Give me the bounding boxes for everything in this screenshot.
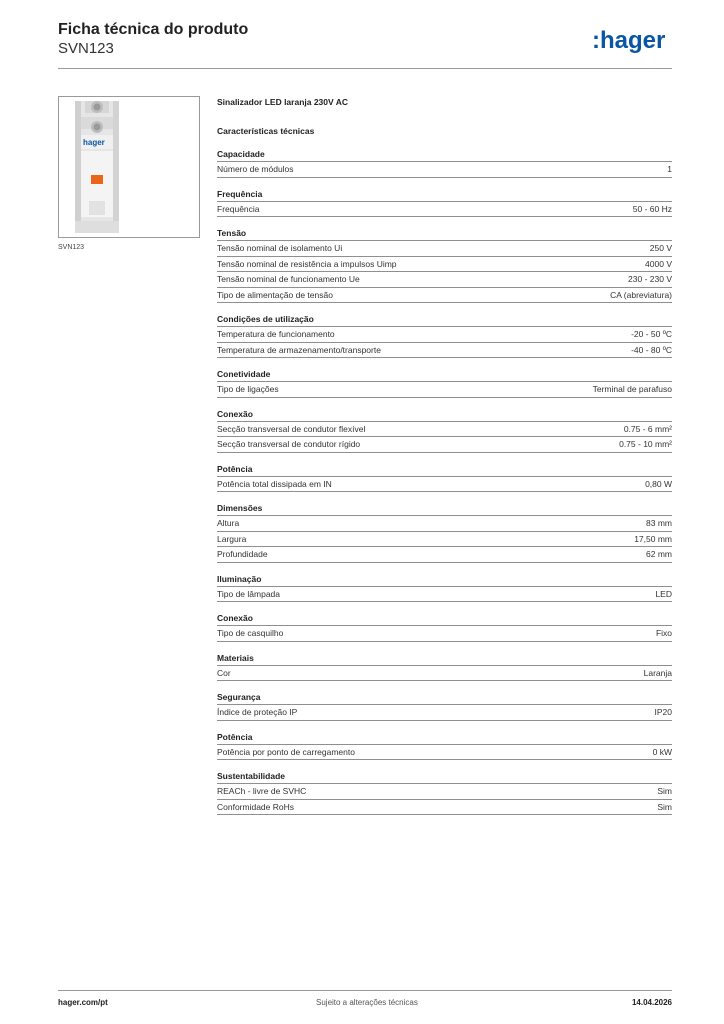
spec-value: 0.75 - 6 mm²: [623, 423, 672, 434]
footer-notice: Sujeito a alterações técnicas: [316, 998, 418, 1007]
spec-label: Largura: [217, 533, 247, 544]
spec-label: Frequência: [217, 203, 260, 214]
page-title: Ficha técnica do produto: [58, 21, 249, 38]
hager-logo: [592, 26, 674, 56]
spec-label: Tipo de alimentação de tensão: [217, 289, 333, 300]
spec-group-title: Conetividade: [217, 369, 271, 379]
spec-value: CA (abreviatura): [610, 289, 672, 300]
product-title: Sinalizador LED laranja 230V AC: [217, 97, 349, 107]
spec-rows: [217, 161, 672, 178]
spec-row: [217, 161, 672, 178]
spec-label: Número de módulos: [217, 164, 294, 175]
spec-group: [217, 731, 672, 761]
spec-group-title: Potência: [217, 463, 253, 474]
spec-value: -40 - 80 ºC: [631, 344, 672, 355]
spec-group: [217, 770, 672, 815]
footer-divider: [58, 990, 672, 991]
svg-text:hager: hager: [83, 138, 105, 147]
spec-group-title: Capacidade: [217, 149, 265, 159]
spec-value: 83 mm: [646, 518, 672, 529]
spec-label: Temperatura de armazenamento/transporte: [217, 344, 381, 355]
spec-value: 62 mm: [646, 549, 672, 560]
header-divider: [58, 68, 672, 69]
spec-row: [217, 271, 672, 287]
spec-value: 1: [667, 164, 672, 175]
spec-rows: [217, 201, 672, 218]
spec-group-title: Materiais: [217, 652, 254, 663]
spec-label: Secção transversal de condutor flexível: [217, 423, 366, 434]
spec-value: 0.75 - 10 mm²: [619, 439, 672, 450]
spec-label: Temperatura de funcionamento: [217, 329, 335, 340]
spec-content: [217, 92, 672, 815]
spec-label: Tipo de ligações: [217, 384, 279, 395]
image-caption: SVN123: [58, 244, 85, 251]
spec-group: [217, 313, 672, 358]
spec-group-title: Condições de utilização: [217, 314, 314, 324]
spec-rows: [217, 240, 672, 303]
footer-website[interactable]: hager.com/pt: [58, 998, 108, 1007]
product-image: [58, 96, 200, 238]
spec-label: Conformidade RoHs: [217, 801, 295, 812]
spec-rows: [217, 515, 672, 563]
spec-row: [217, 799, 672, 816]
spec-label: Potência total dissipada em IN: [217, 478, 332, 489]
spec-value: LED: [655, 588, 672, 599]
spec-row: [217, 665, 672, 682]
spec-row: [217, 240, 672, 256]
section-heading: Características técnicas: [217, 126, 315, 136]
spec-value: IP20: [654, 707, 672, 718]
spec-group: [217, 573, 672, 603]
spec-value: 230 - 230 V: [628, 274, 672, 285]
spec-value: 50 - 60 Hz: [632, 203, 672, 214]
spec-row: [217, 326, 672, 342]
spec-row: [217, 586, 672, 603]
spec-group-title: Tensão: [217, 228, 247, 238]
spec-row: [217, 256, 672, 272]
spec-value: Sim: [657, 801, 672, 812]
spec-rows: [217, 625, 672, 642]
spec-label: Cor: [217, 667, 231, 678]
spec-group-title: Potência: [217, 731, 253, 742]
spec-row: [217, 744, 672, 761]
spec-value: -20 - 50 ºC: [631, 329, 672, 340]
led-indicator: [91, 175, 103, 184]
spec-group-title: Frequência: [217, 188, 263, 199]
spec-row: [217, 546, 672, 563]
spec-group-title: Iluminação: [217, 573, 262, 584]
spec-group: [217, 612, 672, 642]
footer-date: 14.04.2026: [631, 998, 672, 1007]
spec-label: Tipo de casquilho: [217, 628, 284, 639]
spec-label: Potência por ponto de carregamento: [217, 746, 355, 757]
spec-label: Tipo de lâmpada: [217, 588, 281, 599]
spec-label: Índice de proteção IP: [217, 707, 298, 718]
spec-row: [217, 625, 672, 642]
spec-rows: [217, 381, 672, 398]
spec-label: Altura: [217, 518, 240, 529]
spec-value: 0 kW: [652, 746, 672, 757]
spec-value: Laranja: [643, 667, 672, 678]
spec-label: Profundidade: [217, 549, 268, 560]
spec-row: [217, 704, 672, 721]
spec-group-title: Sustentabilidade: [217, 771, 286, 781]
spec-label: Tensão nominal de isolamento Ui: [217, 243, 343, 254]
spec-value: 250 V: [649, 243, 672, 254]
spec-label: Tensão nominal de funcionamento Ue: [217, 274, 360, 285]
spec-group: [217, 652, 672, 682]
spec-groups: [217, 148, 672, 815]
spec-value: 0,80 W: [645, 478, 672, 489]
product-code: SVN123: [58, 40, 114, 57]
spec-row: [217, 436, 672, 453]
spec-row: [217, 287, 672, 304]
spec-group: [217, 188, 672, 218]
spec-value: Fixo: [655, 628, 672, 639]
spec-group: [217, 691, 672, 721]
spec-rows: [217, 665, 672, 682]
spec-group: [217, 148, 672, 178]
spec-group: [217, 408, 672, 453]
spec-row: [217, 515, 672, 531]
spec-value: 17,50 mm: [634, 533, 672, 544]
spec-label: Tensão nominal de resistência a impulsos Uimp: [217, 258, 397, 269]
spec-row: [217, 201, 672, 218]
spec-row: [217, 476, 672, 493]
spec-group: [217, 368, 672, 398]
spec-row: [217, 531, 672, 547]
spec-group-title: Dimensões: [217, 503, 263, 513]
spec-group-title: Conexão: [217, 408, 253, 419]
spec-rows: [217, 476, 672, 493]
spec-row: [217, 342, 672, 359]
spec-group: [217, 502, 672, 563]
modular-device-icon: [59, 97, 199, 237]
spec-group: [217, 463, 672, 493]
spec-group: [217, 227, 672, 303]
spec-rows: [217, 704, 672, 721]
spec-value: Sim: [657, 786, 672, 797]
spec-rows: [217, 326, 672, 358]
spec-row: [217, 421, 672, 437]
spec-rows: [217, 586, 672, 603]
spec-rows: [217, 744, 672, 761]
spec-row: [217, 783, 672, 799]
spec-group-title: Conexão: [217, 613, 253, 623]
spec-label: REACh - livre de SVHC: [217, 786, 307, 797]
svg-text::hager: :hager: [592, 27, 666, 54]
spec-row: [217, 381, 672, 398]
spec-value: 4000 V: [645, 258, 672, 269]
spec-label: Secção transversal de condutor rígido: [217, 439, 361, 450]
spec-rows: [217, 783, 672, 815]
spec-group-title: Segurança: [217, 692, 261, 702]
spec-rows: [217, 421, 672, 453]
spec-value: Terminal de parafuso: [592, 384, 672, 395]
